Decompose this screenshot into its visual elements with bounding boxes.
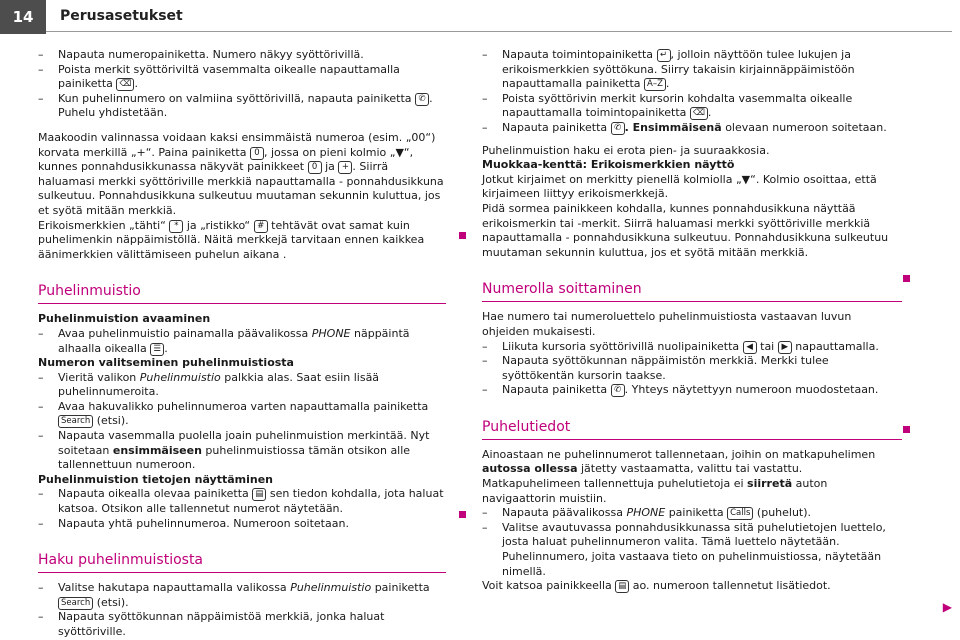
section-heading: Puhelutiedot bbox=[482, 418, 902, 440]
list-item: – Liikuta kursoria syöttörivillä nuolipainiketta ◀ tai ▶ napauttamalla. bbox=[482, 340, 902, 355]
paragraph: Hae numero tai numeroluettelo puhelinmuistiosta vastaavan luvun ohjeiden mukaisesti. bbox=[482, 310, 852, 338]
list-item: – Valitse avautuvassa ponnahdusikkunassa sitä puhelutietojen luettelo, josta haluat puhelinnumeron valita. Tämä luettelo näytetään. Puhelinnumero, joita vastaava tieto on puhelinmuistiossa, näytetään nimellä. bbox=[482, 521, 902, 579]
section-end-marker bbox=[459, 511, 466, 518]
left-column bbox=[38, 48, 446, 640]
zero-key-icon: 0 bbox=[250, 147, 264, 160]
hash-key-icon: # bbox=[254, 220, 268, 233]
search-key-icon: Search bbox=[58, 597, 93, 610]
plus-key-icon: + bbox=[338, 161, 352, 174]
subheading: Numeron valitseminen puhelinmuistiosta bbox=[38, 356, 294, 370]
list-item: – Napauta painiketta ✆ . Ensimmäisenä olevaan numeroon soitetaan. bbox=[482, 121, 902, 136]
list-item: – Poista merkit syöttöriviltä vasemmalta oikealle napauttamalla painiketta ⌫ . bbox=[38, 63, 446, 92]
list-item: – Avaa hakuvalikko puhelinnumeroa varten napauttamalla painiketta Search (etsi). bbox=[38, 400, 446, 429]
zero-key-icon: 0 bbox=[308, 161, 322, 174]
list-item: – Napauta painiketta ✆ . Yhteys näytettyyn numeroon muodostetaan. bbox=[482, 383, 902, 398]
paragraph: Erikoismerkkien „tähti“ * ja „ristikko“ # tehtävät ovat samat kuin puhelimenkin näppäimistöllä. Näitä merkkejä tarvitaan ennen kaikkea äänimerkkien välittämiseen puhelun aikana . bbox=[38, 218, 425, 261]
function-key-icon: ↵ bbox=[657, 49, 671, 62]
chapter-title: Perusasetukset bbox=[60, 8, 183, 24]
subheading: Puhelinmuistion avaaminen bbox=[38, 312, 211, 326]
list-item: – Napauta syöttökunnan näppäimistöä merkkiä, jonka haluat syöttöriville. bbox=[38, 610, 446, 639]
right-column bbox=[482, 48, 902, 594]
paragraph: Maakoodin valinnassa voidaan kaksi ensimmäistä numeroa (esim. „00“) korvata merkillä „+“. Paina painiketta 0 , jossa on pieni kolmio „▼“, kunnes ponnahdusikkunassa näkyvät painikkeet 0 ja + . Siirrä haluamasi merkki syöttöriville merkkiä napauttamalla - ponnahdusikkuna sulkeutuu. Ponnahdusikkuna sulkeutuu muutaman sekunnin kuluttua, jos et syötä mitään merkkiä. bbox=[38, 130, 444, 217]
phone-key-icon: ✆ bbox=[611, 384, 625, 397]
continue-arrow-icon: ▶ bbox=[942, 600, 952, 614]
section-heading: Numerolla soittaminen bbox=[482, 280, 902, 302]
backspace-key-icon: ⌫ bbox=[116, 78, 134, 91]
subheading: Muokkaa-kenttä: Erikoismerkkien näyttö bbox=[482, 158, 735, 172]
paragraph: Voit katsoa painikkeella ▤ ao. numeroon tallennetut lisätiedot. bbox=[482, 579, 831, 593]
list-item: – Poista syöttörivin merkit kursorin kohdalta vasemmalta oikealle napauttamalla toimintopainiketta ⌫ . bbox=[482, 92, 902, 121]
section-end-marker bbox=[903, 426, 910, 433]
list-item: – Avaa puhelinmuistio painamalla päävalikossa PHONE näppäintä alhaalla oikealla ☰ . bbox=[38, 327, 446, 356]
star-key-icon: * bbox=[169, 220, 183, 233]
section-heading: Haku puhelinmuistiosta bbox=[38, 551, 446, 573]
right-arrow-key-icon: ▶ bbox=[778, 341, 792, 354]
section-end-marker bbox=[459, 232, 466, 239]
subheading: Puhelinmuistion tietojen näyttäminen bbox=[38, 472, 273, 486]
paragraph: Jotkut kirjaimet on merkitty pienellä kolmiolla „▼“. Kolmio osoittaa, että kirjaimeen liittyy erikoismerkkejä. bbox=[482, 172, 877, 201]
list-item: – Napauta vasemmalla puolella joain puhelinmuistion merkintää. Nyt soitetaan ensimmäiseen puhelinmuistiossa tämän otsikon alle tallennettuun numeroon. bbox=[38, 429, 446, 473]
paragraph: Puhelinmuistion haku ei erota pien- ja suuraakkosia. bbox=[482, 143, 770, 157]
list-item: – Valitse hakutapa napauttamalla valikossa Puhelinmuistio painiketta Search (etsi). bbox=[38, 581, 446, 610]
list-item: – Napauta oikealla olevaa painiketta ▤ sen tiedon kohdalla, jota haluat katsoa. Otsikon alle tallennetut numerot näytetään. bbox=[38, 487, 446, 516]
list-item: – Napauta syöttökunnan näppäimistön merkkiä. Merkki tulee syöttökentän kursorin taakse. bbox=[482, 354, 902, 383]
details-key-icon: ▤ bbox=[615, 580, 629, 593]
letters-key-icon: A–Z bbox=[644, 78, 666, 91]
backspace-key-icon: ⌫ bbox=[690, 107, 708, 120]
list-item: – Kun puhelinnumero on valmiina syöttörivillä, napauta painiketta ✆ . Puhelu yhdistetään. bbox=[38, 92, 446, 121]
header-rule bbox=[46, 31, 952, 32]
phone-key-icon: ✆ bbox=[415, 93, 429, 106]
section-end-marker bbox=[903, 275, 910, 282]
page-number: 14 bbox=[0, 0, 46, 34]
list-item: – Napauta yhtä puhelinnumeroa. Numeroon soitetaan. bbox=[38, 517, 446, 532]
list-item: – Napauta numeropainiketta. Numero näkyy syöttörivillä. bbox=[38, 48, 446, 63]
section-heading: Puhelinmuistio bbox=[38, 282, 446, 304]
list-item: – Napauta päävalikossa PHONE painiketta Calls (puhelut). bbox=[482, 506, 902, 521]
phone-key-icon: ✆ bbox=[611, 122, 625, 135]
page-header bbox=[0, 0, 960, 34]
calls-key-icon: Calls bbox=[727, 507, 753, 520]
paragraph: Ainoastaan ne puhelinnumerot tallennetaan, joihin on matkapuhelimen autossa ollessa jätetty vastaamatta, valittu tai vastattu. Matkapuhelimeen tallennettuja puhelutietoja ei siirretä auton navigaattorin muistiin. bbox=[482, 447, 876, 505]
details-key-icon: ▤ bbox=[252, 488, 266, 501]
left-arrow-key-icon: ◀ bbox=[743, 341, 757, 354]
menu-key-icon: ☰ bbox=[150, 343, 164, 356]
paragraph: Pidä sormea painikkeen kohdalla, kunnes ponnahdusikkuna näyttää erikoismerkin tai -merkit. Siirrä haluamasi merkki syöttöriville merkkiä napauttamalla - ponnahdusikkuna sulkeutuu. Ponnahdusikkuna sulkeutuu muutaman sekunnin kuluttua, jos et syötä mitään merkkiä. bbox=[482, 201, 889, 259]
list-item: – Napauta toimintopainiketta ↵ , jolloin näyttöön tulee lukujen ja erikoismerkkien syöttökuna. Siirry takaisin kirjainnäppäimistöön napauttamalla painiketta A–Z . bbox=[482, 48, 902, 92]
search-key-icon: Search bbox=[58, 415, 93, 428]
list-item: – Vieritä valikon Puhelinmuistio palkkia alas. Saat esiin lisää puhelinnumeroita. bbox=[38, 371, 446, 400]
